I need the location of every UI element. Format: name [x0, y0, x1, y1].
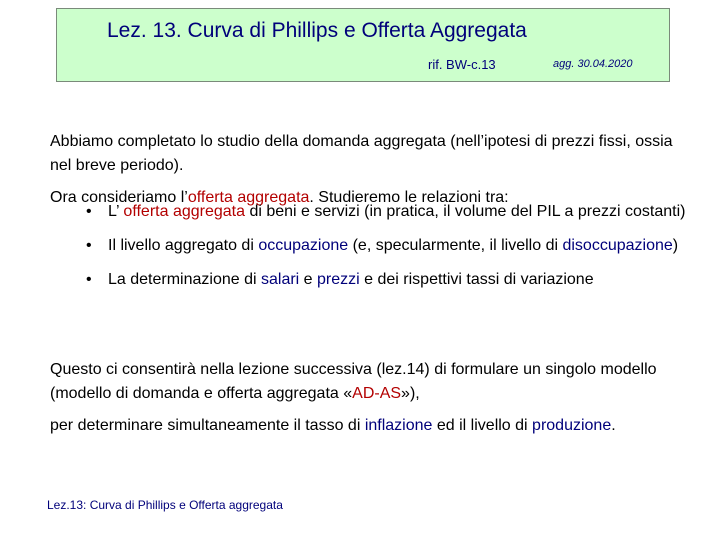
update-date: agg. 30.04.2020: [553, 58, 633, 70]
bullet-dot-icon: •: [86, 237, 92, 254]
bullet-list: [50, 200, 690, 302]
highlight-produzione: produzione: [532, 417, 612, 434]
slide-title: Lez. 13. Curva di Phillips e Offerta Aggregata: [107, 19, 527, 42]
text-span: Ora consideriamo l’: [50, 189, 188, 206]
highlight-occupazione: occupazione: [258, 237, 349, 254]
bullet-item: [50, 200, 690, 224]
highlight-offerta-aggregata: offerta aggregata: [187, 189, 310, 206]
bullet-dot-icon: •: [86, 203, 92, 220]
text-span: Il livello aggregato di: [108, 237, 259, 254]
text-span: Questo ci consentirà nella lezione successiva (lez.14) di formulare un singolo modello (modello di domanda e offerta aggregata «: [50, 361, 657, 402]
title-box: [56, 8, 670, 82]
text-span: .: [611, 417, 616, 434]
intro-paragraph: Abbiamo completato lo studio della domanda aggregata (nell’ipotesi di prezzi fissi, ossia nel breve periodo).: [50, 133, 673, 174]
text-span: L’: [108, 203, 124, 220]
highlight-offerta-aggregata: offerta aggregata: [123, 203, 245, 220]
highlight-inflazione: inflazione: [364, 417, 433, 434]
text-span: »),: [401, 385, 420, 402]
highlight-salari: salari: [260, 271, 300, 288]
text-span: per determinare simultaneamente il tasso di: [50, 417, 365, 434]
bullet-item: [50, 234, 690, 258]
reference-label: rif. BW-c.13: [428, 57, 496, 72]
text-span: La determinazione di: [108, 271, 261, 288]
text-span: . Studieremo le relazioni tra:: [309, 189, 509, 206]
next-lesson-paragraph: [50, 358, 690, 406]
highlight-ad-as: AD-AS: [352, 385, 402, 402]
text-span: di beni e servizi (in pratica, il volume del PIL a prezzi costanti): [245, 203, 686, 220]
text-span: e dei rispettivi tassi di variazione: [359, 271, 594, 288]
highlight-disoccupazione: disoccupazione: [562, 237, 673, 254]
goal-paragraph: [50, 414, 690, 438]
text-span: ed il livello di: [432, 417, 533, 434]
footer-label: Lez.13: Curva di Phillips e Offerta aggregata: [47, 498, 283, 512]
text-span: (e, specularmente, il livello di: [348, 237, 563, 254]
text-span: ): [672, 237, 679, 254]
highlight-prezzi: prezzi: [317, 271, 360, 288]
bullet-dot-icon: •: [86, 271, 92, 288]
bullet-item: [50, 268, 690, 292]
text-span: e: [299, 271, 318, 288]
